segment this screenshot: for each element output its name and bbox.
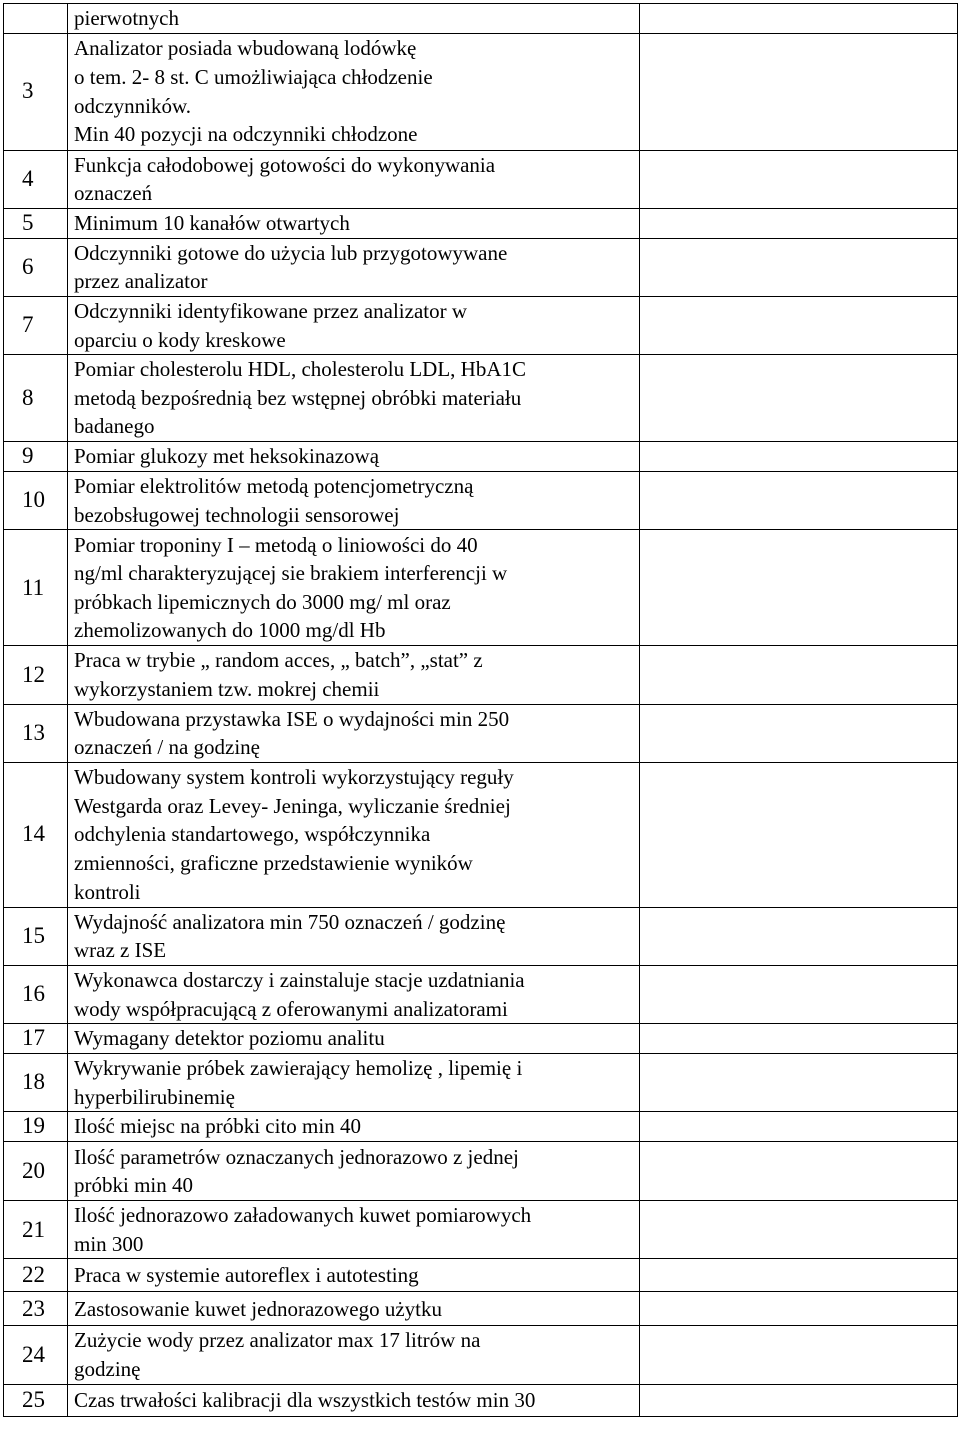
table-row — [4, 208, 958, 238]
requirement-text: Ilość jednorazowo załadowanych kuwet pomiarowych min 300 — [68, 1201, 640, 1259]
response-cell — [640, 1024, 958, 1054]
requirement-text: Wykonawca dostarczy i zainstaluje stacje uzdatniania wody współpracującą z oferowanymi analizatorami — [68, 965, 640, 1023]
response-cell — [640, 208, 958, 238]
requirement-text: Wymagany detektor poziomu analitu — [68, 1024, 640, 1054]
table-row — [4, 150, 958, 208]
row-number: 6 — [4, 238, 68, 296]
row-number: 4 — [4, 150, 68, 208]
requirement-text: Wydajność analizatora min 750 oznaczeń / godzinę wraz z ISE — [68, 907, 640, 965]
response-cell — [640, 472, 958, 530]
row-number: 8 — [4, 355, 68, 442]
requirement-text: Analizator posiada wbudowaną lodówkę o tem. 2- 8 st. C umożliwiająca chłodzenie odczynników. Min 40 pozycji na odczynniki chłodzone — [68, 33, 640, 150]
requirement-text: pierwotnych — [68, 4, 640, 34]
requirement-text: Pomiar troponiny I – metodą o liniowości do 40 ng/ml charakteryzującej sie brakiem interferencji w próbkach lipemicznych do 3000 mg/ ml oraz zhemolizowanych do 1000 mg/dl Hb — [68, 530, 640, 646]
row-number: 24 — [4, 1326, 68, 1384]
table-row — [4, 4, 958, 34]
table-row — [4, 762, 958, 907]
response-cell — [640, 1201, 958, 1259]
row-number: 14 — [4, 762, 68, 907]
table-row — [4, 646, 958, 704]
table-row — [4, 1201, 958, 1259]
response-cell — [640, 704, 958, 762]
table-row — [4, 33, 958, 150]
row-number: 9 — [4, 442, 68, 472]
requirement-text: Pomiar elektrolitów metodą potencjometryczną bezobsługowej technologii sensorowej — [68, 472, 640, 530]
requirement-text: Wbudowany system kontroli wykorzystujący reguły Westgarda oraz Levey- Jeninga, wyliczanie średniej odchylenia standartowego, współczynnika zmienności, graficzne przedstawienie wyników kontroli — [68, 762, 640, 907]
response-cell — [640, 1384, 958, 1416]
requirement-text: Wbudowana przystawka ISE o wydajności min 250 oznaczeń / na godzinę — [68, 704, 640, 762]
requirement-text: Odczynniki gotowe do użycia lub przygotowywane przez analizator — [68, 238, 640, 296]
table-row — [4, 530, 958, 646]
table-row — [4, 1112, 958, 1142]
response-cell — [640, 1112, 958, 1142]
table-row — [4, 442, 958, 472]
table-row — [4, 704, 958, 762]
row-number: 7 — [4, 296, 68, 354]
response-cell — [640, 1326, 958, 1384]
table-row — [4, 472, 958, 530]
row-number: 18 — [4, 1054, 68, 1112]
response-cell — [640, 33, 958, 150]
requirement-text: Minimum 10 kanałów otwartych — [68, 208, 640, 238]
response-cell — [640, 296, 958, 354]
row-number: 10 — [4, 472, 68, 530]
table-row — [4, 238, 958, 296]
table-row — [4, 1326, 958, 1384]
requirement-text: Pomiar cholesterolu HDL, cholesterolu LDL, HbA1C metodą bezpośrednią bez wstępnej obróbki materiału badanego — [68, 355, 640, 442]
row-number: 21 — [4, 1201, 68, 1259]
response-cell — [640, 1259, 958, 1292]
table-row — [4, 296, 958, 354]
row-number: 13 — [4, 704, 68, 762]
response-cell — [640, 965, 958, 1023]
requirement-text: Praca w trybie „ random acces, „ batch”, „stat” z wykorzystaniem tzw. mokrej chemii — [68, 646, 640, 704]
row-number — [4, 4, 68, 34]
requirement-text: Ilość parametrów oznaczanych jednorazowo z jednej próbki min 40 — [68, 1142, 640, 1201]
requirement-text: Ilość miejsc na próbki cito min 40 — [68, 1112, 640, 1142]
row-number: 20 — [4, 1142, 68, 1201]
requirement-text: Funkcja całodobowej gotowości do wykonywania oznaczeń — [68, 150, 640, 208]
row-number: 22 — [4, 1259, 68, 1292]
response-cell — [640, 1292, 958, 1326]
requirement-text: Pomiar glukozy met heksokinazową — [68, 442, 640, 472]
row-number: 17 — [4, 1024, 68, 1054]
table-row — [4, 1384, 958, 1416]
row-number: 11 — [4, 530, 68, 646]
table-row — [4, 355, 958, 442]
response-cell — [640, 762, 958, 907]
row-number: 5 — [4, 208, 68, 238]
requirement-text: Czas trwałości kalibracji dla wszystkich testów min 30 — [68, 1384, 640, 1416]
response-cell — [640, 646, 958, 704]
response-cell — [640, 442, 958, 472]
response-cell — [640, 530, 958, 646]
table-row — [4, 1142, 958, 1201]
table-row — [4, 1054, 958, 1112]
specification-table — [3, 3, 958, 1417]
table-row — [4, 1024, 958, 1054]
table-row — [4, 965, 958, 1023]
requirement-text: Praca w systemie autoreflex i autotesting — [68, 1259, 640, 1292]
row-number: 19 — [4, 1112, 68, 1142]
row-number: 25 — [4, 1384, 68, 1416]
row-number: 23 — [4, 1292, 68, 1326]
row-number: 12 — [4, 646, 68, 704]
requirement-text: Zastosowanie kuwet jednorazowego użytku — [68, 1292, 640, 1326]
response-cell — [640, 1142, 958, 1201]
response-cell — [640, 1054, 958, 1112]
table-row — [4, 907, 958, 965]
requirement-text: Wykrywanie próbek zawierający hemolizę , lipemię i hyperbilirubinemię — [68, 1054, 640, 1112]
table-row — [4, 1292, 958, 1326]
response-cell — [640, 150, 958, 208]
row-number: 3 — [4, 33, 68, 150]
response-cell — [640, 4, 958, 34]
requirement-text: Zużycie wody przez analizator max 17 litrów na godzinę — [68, 1326, 640, 1384]
row-number: 16 — [4, 965, 68, 1023]
response-cell — [640, 907, 958, 965]
response-cell — [640, 355, 958, 442]
table-row — [4, 1259, 958, 1292]
specification-table-body — [4, 4, 958, 1417]
row-number: 15 — [4, 907, 68, 965]
requirement-text: Odczynniki identyfikowane przez analizator w oparciu o kody kreskowe — [68, 296, 640, 354]
response-cell — [640, 238, 958, 296]
